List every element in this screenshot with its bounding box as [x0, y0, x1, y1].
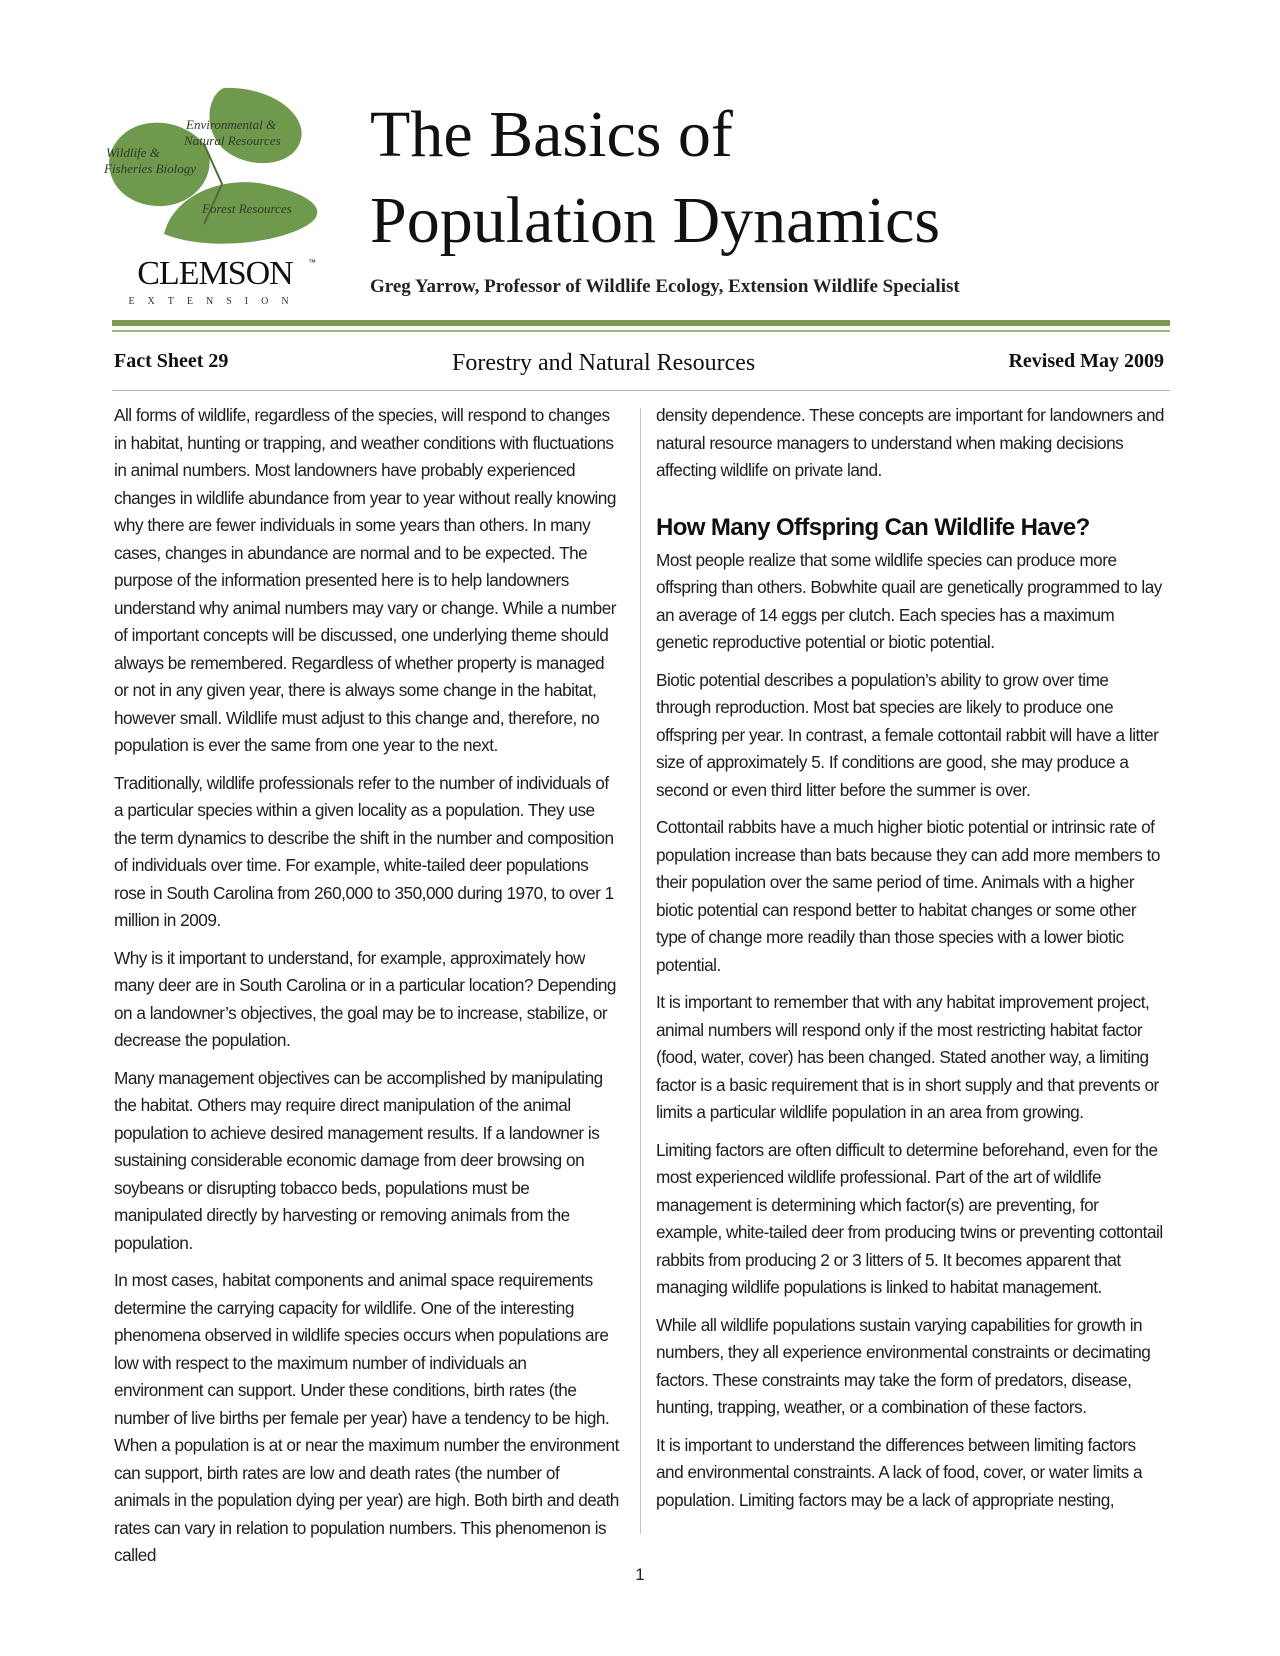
paragraph: Limiting factors are often difficult to determine beforehand, even for the most experienced wildlife professional. Part of the art of wildlife management is determining which factor(s) are preventing, for example, white-tailed deer from producing twins or preventing cottontail rabbits from producing 2 or 3 litters of 5. It becomes apparent that managing wildlife populations is linked to habitat management.: [656, 1139, 1163, 1297]
paragraph: Cottontail rabbits have a much higher biotic potential or intrinsic rate of population increase than bats because they can add more members to their population over the same period of time. Animals with a higher biotic potential can respond better to habitat changes or some other type of change more readily than those species with a lower biotic potential.: [656, 817, 1160, 975]
logo-caption-nat: Natural Resources: [184, 133, 281, 148]
page-title: [370, 92, 940, 264]
paragraph: Why is it important to understand, for example, approximately how many deer are in South Carolina or in a particular location? Depending on a landowner’s objectives, the goal may be to increase, stabilize, or decrease the population.: [114, 947, 616, 1050]
extension-label: EXTENSION: [128, 296, 302, 307]
fact-sheet-number: Fact Sheet 29: [114, 350, 229, 372]
paragraph: While all wildlife populations sustain varying capabilities for growth in numbers, they all experience environmental constraints or decimating factors. These constraints may take the form of predators, disease, hunting, trapping, weather, or a combination of these factors.: [656, 1314, 1151, 1417]
logo-caption-forest: Forest Resources: [202, 201, 292, 216]
clemson-extension-logo: [104, 84, 328, 308]
revised-date: Revised May 2009: [1008, 350, 1164, 372]
header-rule-thick: [112, 320, 1170, 326]
paragraph: Most people realize that some wildlife species can produce more offspring than others. Bobwhite quail are genetically programmed to lay an average of 14 eggs per clutch. Each species has a maximum genetic reproductive potential or biotic potential.: [656, 549, 1162, 652]
title-line-1: The Basics of: [370, 98, 733, 171]
paragraph: It is important to remember that with any habitat improvement project, animal numbers will respond only if the most restricting habitat factor (food, water, cover) has been changed. Stated another way, a limiting factor is a basic requirement that is in short supply and that prevents or limits a particular wildlife population in an area from growing.: [656, 992, 1159, 1122]
clemson-wordmark: CLEMSON: [137, 255, 293, 292]
header-rule-thin: [112, 330, 1170, 332]
trademark-mark: ™: [308, 258, 316, 267]
category-label: Forestry and Natural Resources: [452, 350, 756, 376]
author-byline: Greg Yarrow, Professor of Wildlife Ecology, Extension Wildlife Specialist: [370, 276, 960, 297]
paragraph: Many management objectives can be accomplished by manipulating the habitat. Others may require direct manipulation of the animal population to achieve desired management results. If a landowner is sustaining considerable economic damage from deer browsing on soybeans or disrupting tobacco beds, populations must be manipulated directly by harvesting or removing animals from the population.: [114, 1067, 603, 1253]
logo-caption-wild: Wildlife &: [106, 145, 160, 160]
logo-caption-fish: Fisheries Biology: [104, 161, 197, 176]
section-heading: How Many Offspring Can Wildlife Have?: [656, 513, 1090, 541]
logo-caption-env: Environmental &: [186, 117, 277, 132]
paragraph: Biotic potential describes a population’s ability to grow over time through reproduction. Most bat species are likely to produce one offspring per year. In contrast, a female cottontail rabbit will have a litter size of approximately 5. If conditions are good, she may produce a second or even third litter before the summer is over.: [656, 669, 1159, 800]
paragraph: In most cases, habitat components and animal space requirements determine the carrying capacity for wildlife. One of the interesting phenomena observed in wildlife species occurs when populations are low with respect to the maximum number of individuals an environment can support. Under these conditions, birth rates (the number of live births per female per year) have a tendency to be high. When a population is at or near the maximum number the environment can support, birth rates are low and death rates (the number of animals in the population dying per year) are high. Both birth and death rates can vary in relation to population numbers. This phenomenon is called: [114, 1270, 619, 1565]
left-column: [114, 402, 619, 1580]
title-line-2: Population Dynamics: [370, 184, 941, 257]
page-number: 1: [635, 1565, 645, 1584]
paragraph: density dependence. These concepts are important for landowners and natural resource managers to understand when making decisions affecting wildlife on private land.: [656, 405, 1164, 480]
paragraph: It is important to understand the differences between limiting factors and environmental constraints. A lack of food, cover, or water limits a population. Limiting factors may be a lack of appropriate nesting,: [656, 1434, 1143, 1510]
column-divider: [640, 408, 641, 1534]
meta-rule: [112, 390, 1170, 391]
paragraph: All forms of wildlife, regardless of the species, will respond to changes in habitat, hunting or trapping, and weather conditions with fluctuations in animal numbers. Most landowners have probably experienced changes in wildlife abundance from year to year without really knowing why there are fewer individuals in some years than others. In many cases, changes in abundance are normal and to be expected. The purpose of the information presented here is to help landowners understand why animal numbers may vary or change. While a number of important concepts will be discussed, one underlying theme should always be remembered. Regardless of whether property is managed or not in any given year, there is always some change in the habitat, however small. Wildlife must adjust to this change and, therefore, no population is ever the same from one year to the next.: [114, 405, 617, 755]
right-column: [656, 402, 1166, 1524]
paragraph: Traditionally, wildlife professionals refer to the number of individuals of a particular species within a given locality as a population. They use the term dynamics to describe the shift in the number and composition of individuals over time. For example, white-tailed deer populations rose in South Carolina from 260,000 to 350,000 during 1970, to over 1 million in 2009.: [114, 772, 614, 930]
